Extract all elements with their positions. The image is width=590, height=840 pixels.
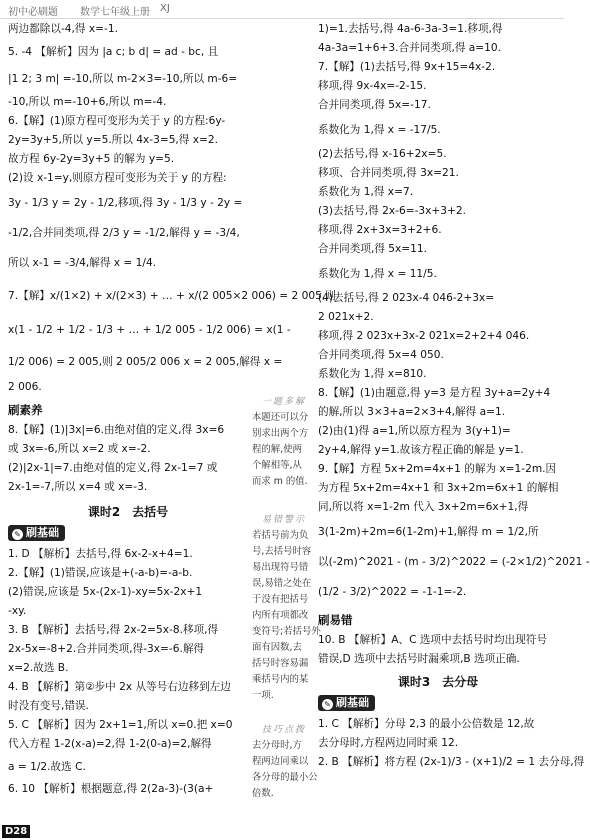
line: 3. B 【解析】去括号,得 2x-2=5x-8.移项,得 <box>8 624 219 636</box>
page-header <box>0 0 564 19</box>
line: 所以 x-1 = -3/4,解得 x = 1/4. <box>8 257 157 269</box>
note-line: 而求 m 的值. <box>252 476 308 487</box>
sidebar-note-multi-solution <box>252 394 316 490</box>
lesson2-title: 课时2 去括号 <box>87 505 169 519</box>
pen-icon: ✎ <box>322 699 333 710</box>
basic-badge: ✎ 刷基础 <box>8 525 65 541</box>
line: 两边都除以-4,得 x=-1. <box>8 23 118 35</box>
section-heading-mistakes <box>318 611 558 631</box>
sidebar-note-error-warning <box>252 512 321 704</box>
line: 移项,得 9x-4x=-2-15. <box>318 80 427 92</box>
line: (2)设 x-1=y,则原方程可变形为关于 y 的方程: <box>8 172 227 184</box>
note-line: 去分母时,方 <box>252 740 302 751</box>
line: 移项,得 2 023x+3x-2 021x=2+2+4 046. <box>318 330 530 342</box>
line: (4)去括号,得 2 023x-4 046-2+3x= <box>318 292 495 304</box>
line: (2)去括号,得 x-16+2x=5. <box>318 148 447 160</box>
line: 1. C 【解析】分母 2,3 的最小公倍数是 12,故 <box>318 718 535 730</box>
line: -10,所以 m=-10+6,所以 m=-4. <box>8 96 167 108</box>
line: 3(1-2m)+2m=6(1-2m)+1,解得 m = 1/2,所 <box>318 526 539 538</box>
line: 8.【解】(1)由题意,得 y=3 是方程 3y+a=2y+4 <box>318 387 551 399</box>
note-line: 乘括号内的某 <box>252 674 309 685</box>
note-line: 个解相等,从 <box>252 460 302 471</box>
section-label: 刷素养 <box>8 403 43 417</box>
line: (2)由(1)得 a=1,所以原方程为 3(y+1)= <box>318 425 511 437</box>
line: 2.【解】(1)错误,应该是+(-a-b)=-a-b. <box>8 567 193 579</box>
line: 系数化为 1,得 x = -17/5. <box>318 124 441 136</box>
line: (3)去括号,得 2x-6=-3x+3+2. <box>318 205 466 217</box>
line: 8.【解】(1)|3x|=6.由绝对值的定义,得 3x=6 <box>8 424 225 436</box>
line: 以(-2m)^2021 - (m - 3/2)^2022 = (-2×1/2)^2021 - <box>318 556 590 568</box>
note-line: 面有因数,去 <box>252 642 302 653</box>
note-line: 若括号前为负 <box>252 530 309 541</box>
line: 5. -4 【解析】因为 |a c; b d| = ad - bc, 且 <box>8 46 219 58</box>
note-line: 各分母的最小公 <box>252 772 318 783</box>
lesson3-badge-row <box>318 694 558 713</box>
line: 2. B 【解析】将方程 (2x-1)/3 - (x+1)/2 = 1 去分母,得 <box>318 756 585 768</box>
note-line: 误,易错之处在 <box>252 578 312 589</box>
line: 系数化为 1,得 x = 11/5. <box>318 268 437 280</box>
line: 为方程 5x+2m=4x+1 和 3x+2m=6x+1 的解相 <box>318 482 559 494</box>
line: 4. B 【解析】第②步中 2x 从等号右边移到左边 <box>8 681 231 693</box>
line: (2)|2x-1|=7.由绝对值的定义,得 2x-1=7 或 <box>8 462 218 474</box>
line: 1)=1.去括号,得 4a-6-3a-3=1.移项,得 <box>318 23 503 35</box>
line: 1/2 006) = 2 005,则 2 005/2 006 x = 2 005,解得 x = <box>8 356 283 368</box>
note-line: 内所有项都改 <box>252 610 309 621</box>
line: 2y=3y+5,所以 y=5.所以 4x-3=5,得 x=2. <box>8 134 219 146</box>
note-line: 号,去括号时容 <box>252 546 312 557</box>
line: 错误,D 选项中去括号时漏乘项,B 选项正确. <box>318 653 520 665</box>
note-line: 程两边同乘以 <box>252 756 309 767</box>
line: 代入方程 1-2(x-a)=2,得 1-2(0-a)=2,解得 <box>8 738 212 750</box>
line: (1/2 - 3/2)^2022 = -1-1=-2. <box>318 586 467 598</box>
page-number: D28 <box>2 825 30 838</box>
line: 6.【解】(1)原方程可变形为关于 y 的方程:6y- <box>8 115 226 127</box>
line: 2y+4,解得 y=1.故该方程正确的解是 y=1. <box>318 444 524 456</box>
right-column <box>318 20 590 772</box>
note-line: 程的解,使两 <box>252 444 302 455</box>
line: 6. 10 【解析】根据题意,得 2(2a-3)-(3(a+ <box>8 783 214 795</box>
line: 合并同类项,得 5x=4 050. <box>318 349 444 361</box>
note-line: 倍数. <box>252 788 274 799</box>
line: a = 1/2.故选 C. <box>8 761 86 773</box>
line: -xy. <box>8 605 27 617</box>
line: 去分母时,方程两边同时乘 12. <box>318 737 459 749</box>
note-title: 技巧点拨 <box>261 725 306 735</box>
note-line: 于没有把括号 <box>252 594 309 605</box>
line: 10. B 【解析】A、C 选项中去括号时均出现符号 <box>318 634 547 646</box>
line: 3y - 1/3 y = 2y - 1/2,移项,得 3y - 1/3 y - 2y = <box>8 197 243 209</box>
note-line: 别求出两个方 <box>252 428 309 439</box>
line: 同,所以将 x=1-2m 代入 3x+2m=6x+1,得 <box>318 501 529 513</box>
line: 2 006. <box>8 381 42 393</box>
line: 移项,得 2x+3x=3+2+6. <box>318 224 442 236</box>
lesson3-title: 课时3 去分母 <box>397 675 479 689</box>
line: 的解,所以 3×3+a=2×3+4,解得 a=1. <box>318 406 506 418</box>
line: 故方程 6y-2y=3y+5 的解为 y=5. <box>8 153 175 165</box>
note-title: 一题多解 <box>261 397 306 407</box>
line: 合并同类项,得 5x=11. <box>318 243 428 255</box>
book-title: 初中必刷题 <box>8 7 58 18</box>
line: 5. C 【解析】因为 2x+1=1,所以 x=0.把 x=0 <box>8 719 233 731</box>
sidebar-note-tips <box>252 722 316 802</box>
pen-icon: ✎ <box>12 529 23 540</box>
line: 合并同类项,得 5x=-17. <box>318 99 431 111</box>
line: 1. D 【解析】去括号,得 6x-2-x+4=1. <box>8 548 193 560</box>
lesson2-badge-row <box>8 524 248 543</box>
section-heading-literacy <box>8 401 248 421</box>
subject-title: 数学七年级上册 <box>80 7 150 18</box>
note-line: 易出现符号错 <box>252 562 309 573</box>
line: 7.【解】x/(1×2) + x/(2×3) + … + x/(2 005×2 006) = 2 005,则 <box>8 290 336 302</box>
line: 时没有变号,错误. <box>8 700 89 712</box>
note-title: 易错警示 <box>261 515 306 525</box>
basic-badge: ✎ 刷基础 <box>318 695 375 711</box>
line: 系数化为 1,得 x=7. <box>318 186 414 198</box>
note-line: 变符号;若括号外 <box>252 626 321 637</box>
line: 4a-3a=1+6+3.合并同类项,得 a=10. <box>318 42 502 54</box>
line: 或 3x=-6,所以 x=2 或 x=-2. <box>8 443 151 455</box>
line: |1 2; 3 m| =-10,所以 m-2×3=-10,所以 m-6= <box>8 73 238 85</box>
line: 2x-5x=-8+2.合并同类项,得-3x=-6.解得 <box>8 643 205 655</box>
note-line: 本题还可以分 <box>252 412 309 423</box>
line: 9.【解】方程 5x+2m=4x+1 的解为 x=1-2m.因 <box>318 463 557 475</box>
line: (2)错误,应该是 5x-(2x-1)-xy=5x-2x+1 <box>8 586 203 598</box>
line: 7.【解】(1)去括号,得 9x+15=4x-2. <box>318 61 496 73</box>
line: 2 021x+2. <box>318 311 374 323</box>
note-line: 括号时容易漏 <box>252 658 309 669</box>
line: x=2.故选 B. <box>8 662 69 674</box>
edition-label: XJ <box>160 3 170 14</box>
note-line: 一项. <box>252 690 274 701</box>
line: x(1 - 1/2 + 1/2 - 1/3 + … + 1/2 005 - 1/2 006) = x(1 - <box>8 324 291 336</box>
line: 系数化为 1,得 x=810. <box>318 368 427 380</box>
section-label: 刷易错 <box>318 613 353 627</box>
line: -1/2,合并同类项,得 2/3 y = -1/2,解得 y = -3/4, <box>8 227 240 239</box>
line: 2x-1=-7,所以 x=4 或 x=-3. <box>8 481 148 493</box>
line: 移项、合并同类项,得 3x=21. <box>318 167 459 179</box>
